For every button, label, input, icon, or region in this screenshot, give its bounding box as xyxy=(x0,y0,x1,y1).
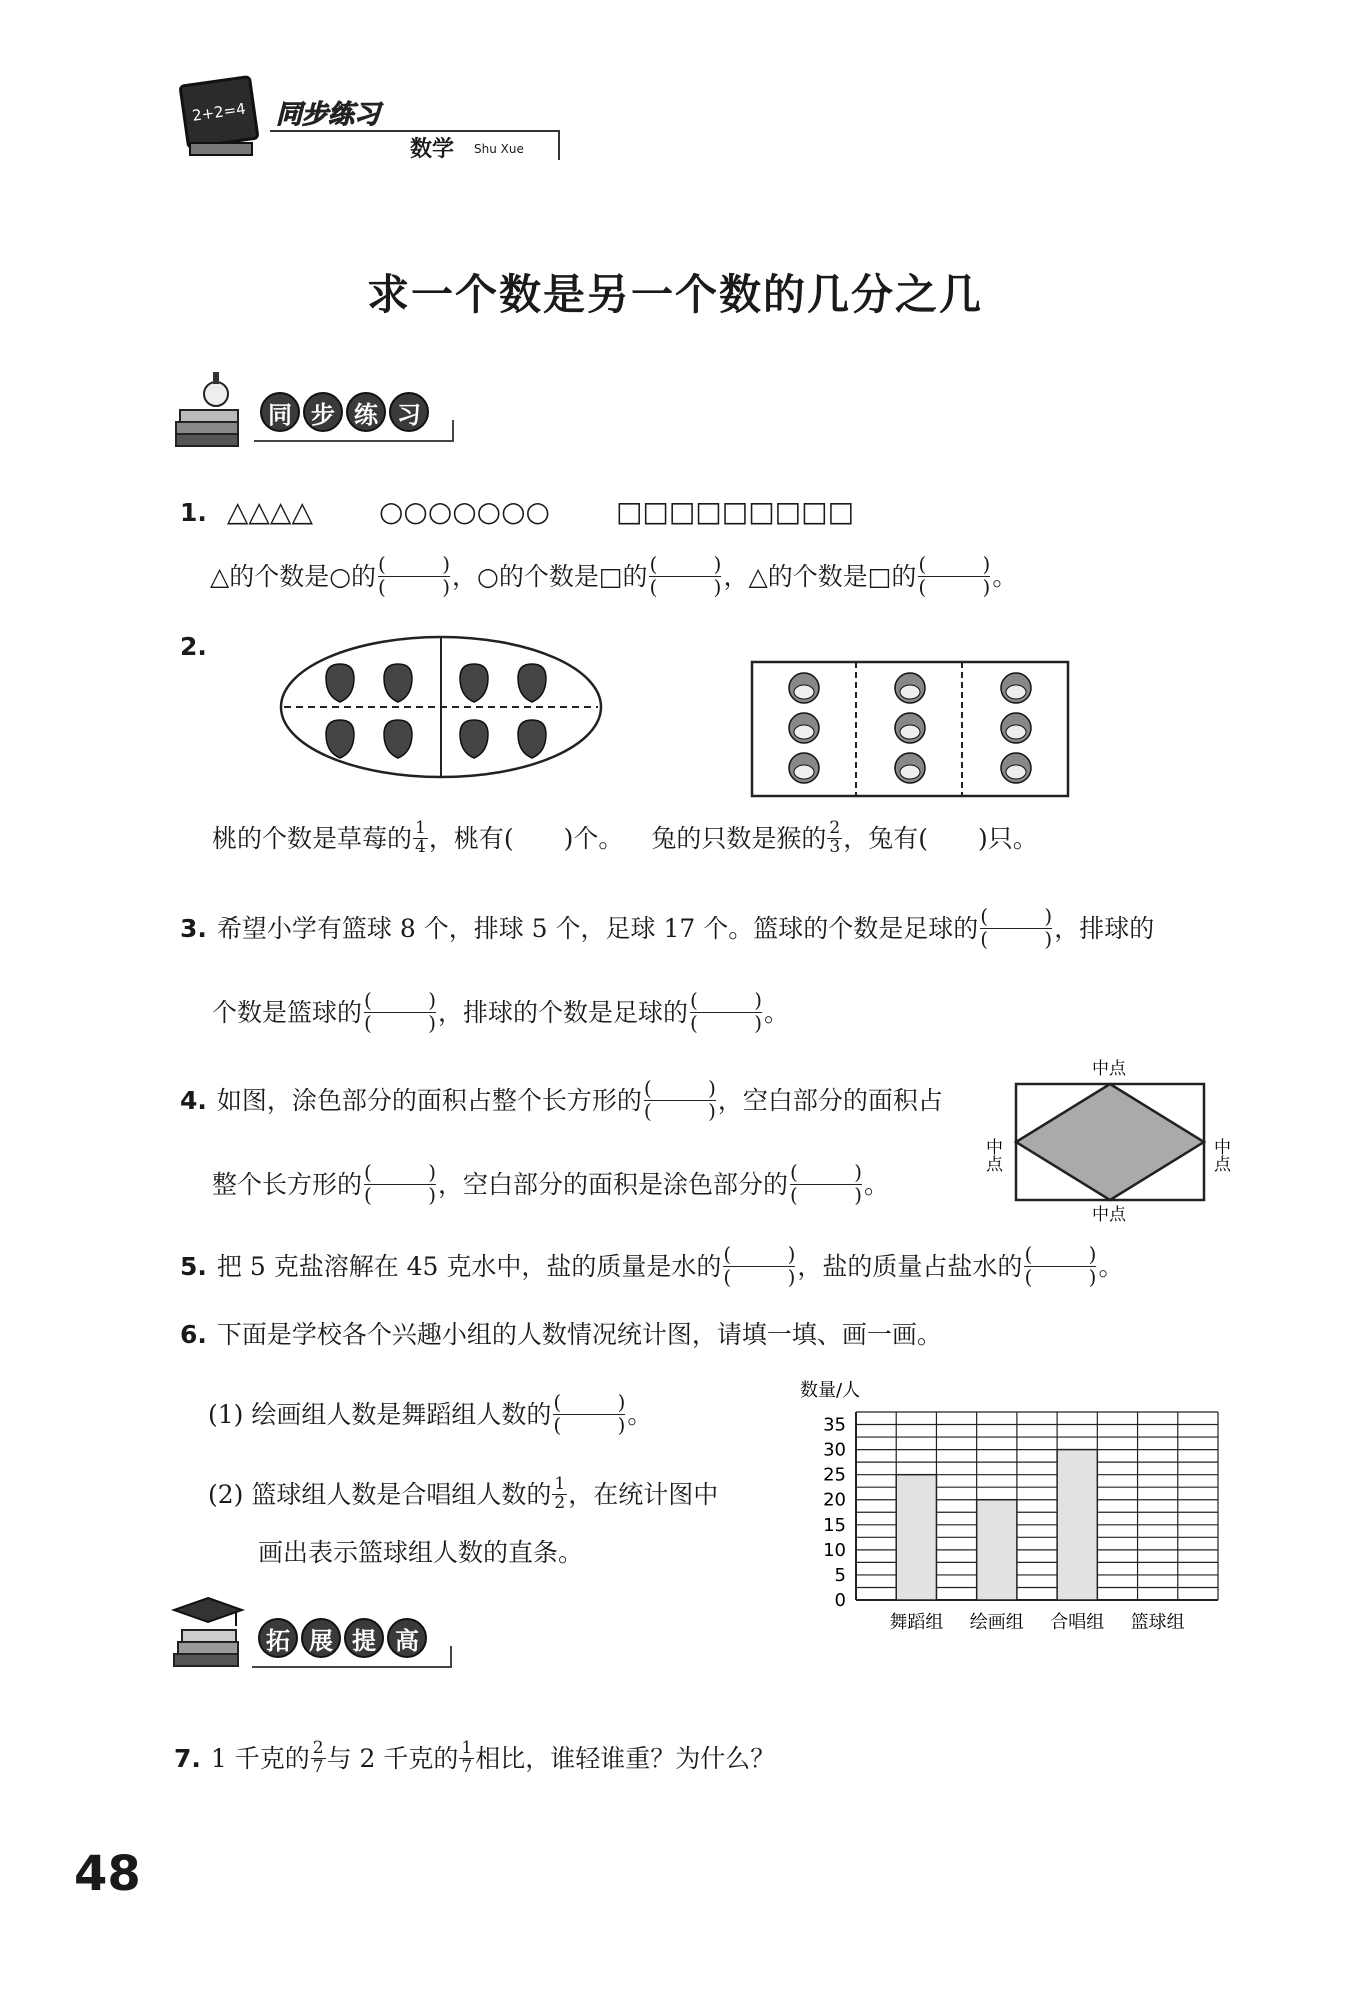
question-number: 4. xyxy=(180,1086,207,1115)
question-number: 5. xyxy=(180,1252,207,1281)
series-label: 同步练习 xyxy=(276,100,381,130)
text: ，兔有( )只。 xyxy=(843,823,1038,853)
fraction: $\frac{1}{7}$ xyxy=(461,1738,473,1777)
section-char: 高 xyxy=(387,1618,427,1658)
text: 。 xyxy=(864,1170,890,1199)
fraction: $\frac{2}{7}$ xyxy=(312,1738,324,1777)
text: 。 xyxy=(992,562,1018,591)
section-char: 提 xyxy=(344,1618,384,1658)
midpoint-label: 中点 xyxy=(982,1138,1002,1172)
blank-fraction[interactable]: ( ) ( ) xyxy=(723,1242,796,1289)
question-6 xyxy=(180,1322,942,1347)
blackboard-icon xyxy=(180,77,264,163)
text: ，在统计图中 xyxy=(568,1479,719,1509)
text: 如图，涂色部分的面积占整个长方形的 xyxy=(216,1086,642,1115)
y-tick-label: 30 xyxy=(823,1439,846,1461)
text: 1 千克的 xyxy=(210,1743,310,1773)
y-tick-label: 10 xyxy=(823,1539,846,1561)
question-6-sub-2 xyxy=(208,1476,718,1513)
midpoint-label: 中点 xyxy=(1092,1205,1126,1225)
midpoint-label: 中点 xyxy=(1092,1059,1126,1079)
circles: ○○○○○○○ xyxy=(378,495,550,528)
x-tick-label: 舞蹈组 xyxy=(889,1612,944,1633)
y-tick-label: 20 xyxy=(823,1489,846,1511)
question-7 xyxy=(174,1740,775,1777)
question-number: 3. xyxy=(180,914,207,943)
blank-fraction[interactable]: ( ) ( ) xyxy=(378,552,451,599)
section-char: 步 xyxy=(303,392,343,432)
y-tick-label: 0 xyxy=(834,1590,846,1611)
question-1 xyxy=(180,495,855,528)
y-tick-label: 35 xyxy=(823,1414,846,1436)
x-tick-label: 绘画组 xyxy=(969,1612,1024,1633)
blank-fraction[interactable]: ( ) ( ) xyxy=(790,1160,863,1207)
question-1-text xyxy=(210,554,1017,599)
text: ，桃有( )个。 xyxy=(428,823,624,853)
question-6-sub-2-cont: 画出表示篮球组人数的直条。 xyxy=(258,1538,584,1567)
text: 把 5 克盐溶解在 45 克水中，盐的质量是水的 xyxy=(216,1252,722,1281)
fraction: $\frac{2}{3}$ xyxy=(829,818,841,857)
blank-fraction[interactable]: ( ) ( ) xyxy=(980,904,1053,951)
bar-2 xyxy=(977,1500,1017,1600)
question-3-line-1 xyxy=(180,906,1154,951)
blank-fraction[interactable]: ( ) ( ) xyxy=(364,988,437,1035)
blank-fraction[interactable]: ( ) ( ) xyxy=(1024,1242,1097,1289)
text: △的个数是○的 xyxy=(210,562,377,591)
text: 。 xyxy=(1098,1252,1124,1281)
x-tick-label: 篮球组 xyxy=(1130,1612,1185,1633)
blank-fraction[interactable]: ( ) ( ) xyxy=(553,1390,626,1437)
page-number: 48 xyxy=(74,1846,141,1902)
y-tick-label: 15 xyxy=(823,1514,846,1536)
question-2-text xyxy=(212,820,1038,857)
text: 相比，谁轻谁重？为什么？ xyxy=(475,1743,776,1773)
text: ，空白部分的面积占 xyxy=(717,1086,943,1115)
books-lamp-icon xyxy=(172,370,252,456)
subject-label: 数学 xyxy=(410,137,455,162)
blank-fraction[interactable]: ( ) ( ) xyxy=(649,552,722,599)
text: (1) 绘画组人数是舞蹈组人数的 xyxy=(208,1400,552,1429)
strawberry-ellipse-figure xyxy=(276,632,606,782)
bar-3 xyxy=(1057,1450,1097,1600)
bar-1 xyxy=(896,1475,936,1600)
blank-fraction[interactable]: ( ) ( ) xyxy=(364,1160,437,1207)
bar-chart xyxy=(800,1372,1240,1662)
header xyxy=(180,72,560,167)
section-heading-extend xyxy=(170,1592,460,1682)
text: 。 xyxy=(627,1400,653,1429)
question-3-line-2 xyxy=(212,990,789,1035)
y-tick-label: 25 xyxy=(823,1464,846,1486)
section-char: 展 xyxy=(301,1618,341,1658)
question-6-sub-1 xyxy=(208,1392,652,1437)
text: 桃的个数是草莓的 xyxy=(212,823,413,853)
triangles: △△△△ xyxy=(226,495,313,528)
chart-ylabel: 数量/人 xyxy=(800,1380,861,1401)
blank-fraction[interactable]: ( ) ( ) xyxy=(643,1076,716,1123)
text: 整个长方形的 xyxy=(212,1170,363,1199)
text: 。 xyxy=(764,998,790,1027)
section-char: 习 xyxy=(389,392,429,432)
blank-fraction[interactable]: ( ) ( ) xyxy=(918,552,991,599)
section-char: 练 xyxy=(346,392,386,432)
fraction: $\frac{1}{2}$ xyxy=(554,1474,566,1513)
question-number: 2. xyxy=(180,632,207,661)
monkey-grid-figure xyxy=(750,660,1072,800)
question-4-line-2 xyxy=(212,1162,889,1207)
squares: □□□□□□□□□ xyxy=(615,495,855,528)
text: ，空白部分的面积是涂色部分的 xyxy=(438,1170,789,1199)
rhombus-rectangle-figure xyxy=(982,1052,1240,1225)
text: ，盐的质量占盐水的 xyxy=(797,1252,1023,1281)
blank-fraction[interactable]: ( ) ( ) xyxy=(690,988,763,1035)
question-number: 6. xyxy=(180,1320,207,1349)
question-5 xyxy=(180,1244,1123,1289)
board-text: 2+2=4 xyxy=(191,99,247,125)
text: 下面是学校各个兴趣小组的人数情况统计图，请填一填、画一画。 xyxy=(216,1320,942,1349)
y-tick-label: 5 xyxy=(834,1564,846,1586)
text: ，排球的个数是足球的 xyxy=(438,998,689,1027)
section-char: 拓 xyxy=(258,1618,298,1658)
question-number: 7. xyxy=(174,1743,201,1773)
text: (2) 篮球组人数是合唱组人数的 xyxy=(208,1479,552,1509)
text: 与 2 千克的 xyxy=(326,1743,459,1773)
text: ，○的个数是□的 xyxy=(452,562,648,591)
subject-pinyin: Shu Xue xyxy=(474,142,524,156)
fraction: $\frac{1}{4}$ xyxy=(415,818,426,857)
text: 兔的只数是猴的 xyxy=(651,823,827,853)
question-4-line-1 xyxy=(180,1078,943,1123)
section-char: 同 xyxy=(260,392,300,432)
graduation-books-icon xyxy=(170,1592,250,1678)
question-number: 1. xyxy=(180,498,207,527)
midpoint-label: 中点 xyxy=(1210,1138,1230,1172)
page-title: 求一个数是另一个数的几分之几 xyxy=(366,270,983,319)
text: 希望小学有篮球 8 个，排球 5 个，足球 17 个。篮球的个数是足球的 xyxy=(216,914,979,943)
section-heading-sync xyxy=(172,370,462,460)
text: ，△的个数是□的 xyxy=(723,562,917,591)
text: 个数是篮球的 xyxy=(212,998,363,1027)
text: ，排球的 xyxy=(1054,914,1155,943)
x-tick-label: 合唱组 xyxy=(1050,1612,1105,1633)
